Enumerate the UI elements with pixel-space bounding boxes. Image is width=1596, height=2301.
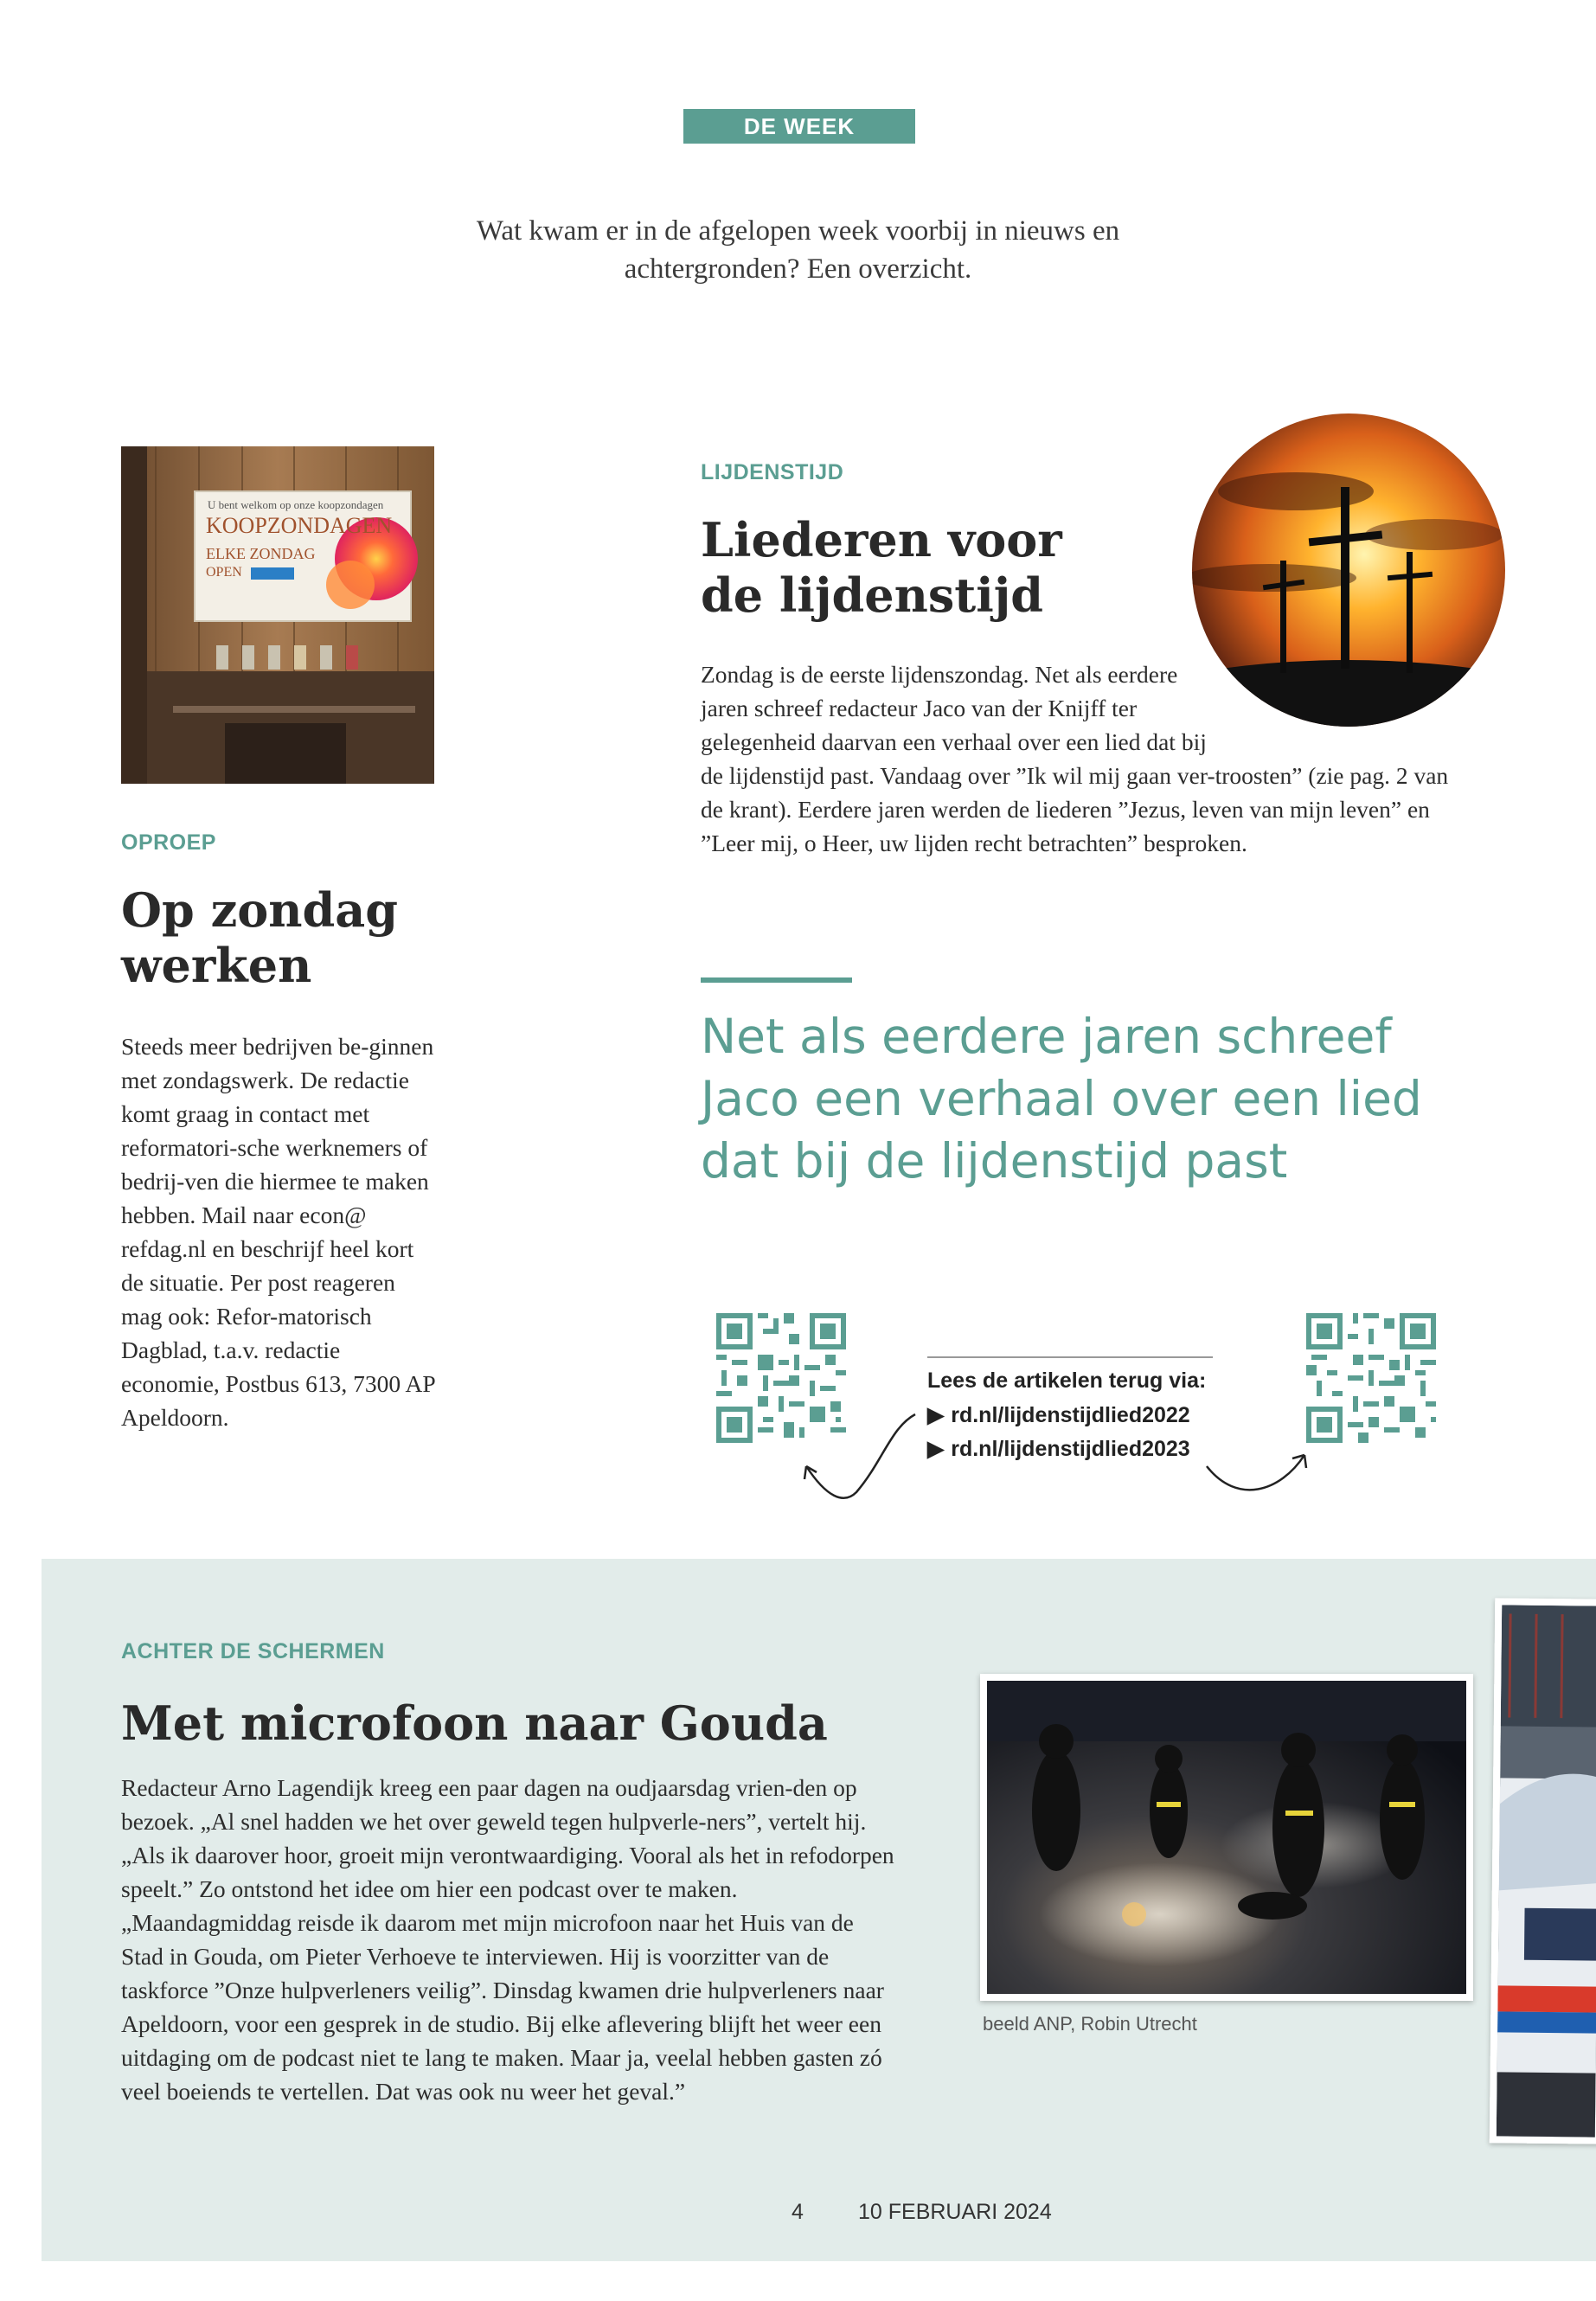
photo-caption: beeld ANP, Robin Utrecht: [983, 2013, 1197, 2035]
page-date: 10 FEBRUARI 2024: [858, 2200, 1052, 2224]
intro-text: Wat kwam er in de afgelopen week voorbij in nieuws en achtergronden? Een overzicht.: [476, 215, 1120, 285]
play-arrow-icon: ▶: [927, 1403, 945, 1427]
oproep-body: Steeds meer bedrijven be-ginnen met zondagswerk. De redactie komt graag in contact met reformatori-sche werknemers of bedrij-ven die hiermee te maken hebben. Mail naar econ@ refdag.nl en beschrijf heel kort de situatie. Per post reageren mag ook: Refor-matorisch Dagblad, t.a.v. redactie economie, Postbus 613, 7300 AP Apeldoorn.: [121, 1033, 435, 1431]
koopzondag-photo: [121, 446, 434, 784]
lijdenstijd-kicker: LIJDENSTIJD: [701, 460, 844, 484]
police-car-photo: [1490, 1598, 1596, 2144]
pull-quote: Net als eerdere jaren schreef Jaco een verhaal over een lied dat bij de lijdenstijd past: [701, 1009, 1422, 1189]
sign-text-line: ELKE ZONDAG: [206, 545, 316, 562]
play-arrow-icon: ▶: [927, 1437, 945, 1461]
achter-body: Redacteur Arno Lagendijk kreeg een paar dagen na oudjaarsdag vrien-den op bezoek. „Al snel hadden we het over geweld tegen hulpverle-ners”, vertelt hij. „Als ik daarover hoor, groeit mijn verontwaardiging. Vooral als het in refodorpen speelt.” Zo ontstond het idee om hier een podcast over te maken. „Maandagmiddag reisde ik daarom met mijn microfoon naar het Huis van de Stad in Gouda, om Pieter Verhoeve te interviewen. Hij is voorzitter van de taskforce ”Onze hulpverleners veilig”. Dinsdag kwamen drie hulpverleners naar Apeldoorn, voor een gesprek in de studio. Bij elke aflevering blijft het weer een uitdaging om de podcast niet te lang te maken. Maar ja, veelal hebben gasten zó veel boeiends te vertellen. Dat was ook nu weer het geval.”: [121, 1774, 894, 2105]
oproep-headline: Op zondag werken: [121, 882, 399, 993]
sign-text-open: OPEN: [206, 565, 242, 580]
page-number: 4: [792, 2200, 804, 2224]
link-2023[interactable]: [927, 1436, 1190, 1462]
section-label: DE WEEK: [683, 109, 915, 144]
sign-text-title: KOOPZONDAGEN: [206, 513, 393, 538]
arrow-to-qr-right-icon: [1202, 1445, 1315, 1497]
lijdenstijd-headline: Liederen voor de lijdenstijd: [701, 512, 1062, 623]
sign-text-small: U bent welkom op onze koopzondagen: [208, 498, 384, 511]
links-rule: [927, 1356, 1213, 1358]
qr-code-2023[interactable]: [1306, 1313, 1436, 1443]
link-2022[interactable]: [927, 1402, 1190, 1428]
lijdenstijd-body: [701, 657, 1471, 860]
achter-kicker: ACHTER DE SCHERMEN: [121, 1639, 385, 1663]
arrow-to-qr-left-icon: [796, 1410, 917, 1505]
achter-headline: Met microfoon naar Gouda: [121, 1695, 828, 1751]
links-title: Lees de artikelen terug via:: [927, 1368, 1207, 1393]
quote-rule: [701, 977, 852, 983]
lijdenstijd-body-text: Zondag is de eerste lijdenszondag. Net als eerdere jaren schreef redacteur Jaco van der Knijff ter gelegenheid daarvan een verhaal over een lied dat bij de lijdenstijd past. Vandaag over ”Ik wil mij gaan ver-troosten” (zie pag. 2 van de krant). Eerdere jaren werden de liederen ”Jezus, leven van mijn leven” en ”Leer mij, o Heer, uw lijden recht betrachten” besproken.: [701, 661, 1449, 856]
oproep-kicker: OPROEP: [121, 830, 216, 855]
link-2023-text[interactable]: rd.nl/lijdenstijdlied2023: [951, 1436, 1190, 1461]
link-2022-text[interactable]: rd.nl/lijdenstijdlied2022: [951, 1402, 1190, 1427]
riot-police-photo: [980, 1674, 1473, 2001]
